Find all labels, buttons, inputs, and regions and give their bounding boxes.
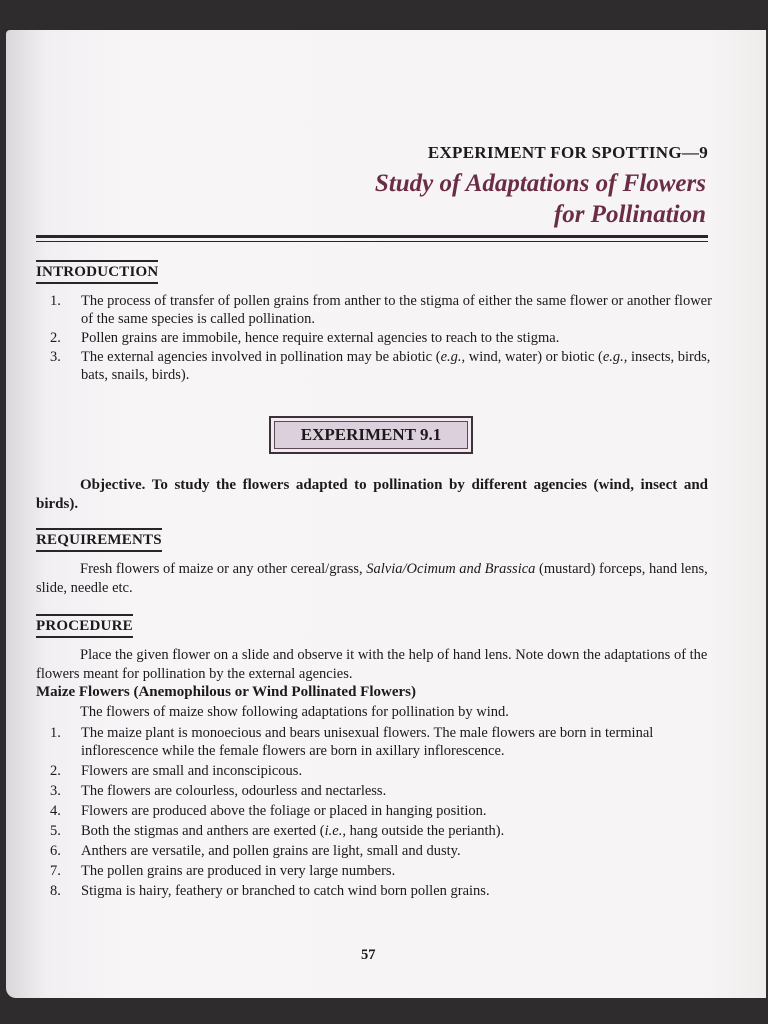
list-item bbox=[36, 802, 716, 820]
page-title-line-2: for Pollination bbox=[553, 201, 706, 228]
experiment-number-box: EXPERIMENT 9.1 bbox=[269, 416, 473, 454]
list-item bbox=[36, 292, 716, 328]
list-text: The maize plant is monoecious and bears unisexual flowers. The male flowers are born in terminal inflorescence while the female flowers are born in axillary inflorescence. bbox=[81, 725, 654, 759]
list-number: 4. bbox=[50, 803, 61, 819]
eg-abbrev: e.g., bbox=[602, 349, 628, 365]
requirements-paragraph bbox=[36, 560, 708, 598]
maize-intro-sentence: The flowers of maize show following adaptations for pollination by wind. bbox=[80, 704, 509, 720]
book-page bbox=[6, 30, 766, 998]
procedure-paragraph: Place the given flower on a slide and observe it with the help of hand lens. Note down the adaptations of the flowers meant for pollination by the external agencies. bbox=[36, 647, 708, 682]
list-text: Flowers are small and inconscipicous. bbox=[81, 763, 303, 779]
list-number: 7. bbox=[50, 863, 61, 879]
introduction-list bbox=[36, 292, 716, 385]
list-text-part: hang outside the perianth). bbox=[345, 823, 505, 839]
list-text-part: wind, water) or biotic ( bbox=[465, 349, 603, 365]
list-number: 5. bbox=[50, 823, 61, 839]
ie-abbrev: i.e., bbox=[324, 823, 346, 839]
eg-abbrev: e.g., bbox=[440, 349, 466, 365]
list-text bbox=[81, 823, 504, 839]
list-number: 2. bbox=[50, 330, 61, 346]
objective-paragraph: Objective. To study the flowers adapted to pollination by different agencies (wind, insect and birds). bbox=[36, 477, 708, 512]
list-number: 1. bbox=[50, 293, 61, 309]
list-item bbox=[36, 782, 716, 800]
list-text: The process of transfer of pollen grains from anther to the stigma of either the same flower or another flower of the same species is called pollination. bbox=[81, 293, 712, 327]
list-text-part: The external agencies involved in pollination may be abiotic ( bbox=[81, 349, 441, 365]
maize-adaptations-list bbox=[36, 724, 716, 902]
list-text: The pollen grains are produced in very large numbers. bbox=[81, 863, 396, 879]
list-item bbox=[36, 842, 716, 860]
list-text-part: Both the stigmas and anthers are exerted ( bbox=[81, 823, 325, 839]
list-item bbox=[36, 329, 716, 347]
requirements-text-part: (mustard) forceps, hand lens, slide, needle etc. bbox=[36, 561, 708, 596]
list-number: 6. bbox=[50, 843, 61, 859]
requirements-heading: REQUIREMENTS bbox=[36, 528, 162, 552]
list-number: 1. bbox=[50, 725, 61, 741]
requirements-text-part: Fresh flowers of maize or any other cereal/grass, bbox=[80, 561, 367, 577]
maize-flowers-heading: Maize Flowers (Anemophilous or Wind Pollinated Flowers) bbox=[36, 684, 416, 700]
experiment-header-label: EXPERIMENT FOR SPOTTING—9 bbox=[427, 143, 708, 162]
list-item bbox=[36, 724, 716, 760]
list-text-part: insects, birds, bats, snails, birds). bbox=[81, 349, 711, 383]
list-text: Anthers are versatile, and pollen grains are light, small and dusty. bbox=[81, 843, 461, 859]
list-text: Flowers are produced above the foliage or placed in hanging position. bbox=[81, 803, 487, 819]
list-text: The flowers are colourless, odourless and nectarless. bbox=[81, 783, 387, 799]
requirements-italic-species: Salvia/Ocimum and Brassica bbox=[366, 561, 536, 577]
list-text: Pollen grains are immobile, hence require external agencies to reach to the stigma. bbox=[81, 330, 560, 346]
list-text bbox=[81, 349, 710, 383]
page-number: 57 bbox=[361, 947, 376, 963]
list-number: 3. bbox=[50, 783, 61, 799]
list-item bbox=[36, 882, 716, 900]
introduction-heading: INTRODUCTION bbox=[36, 260, 158, 284]
list-number: 2. bbox=[50, 763, 61, 779]
title-rule-thick bbox=[36, 235, 708, 238]
list-item bbox=[36, 762, 716, 780]
page-title-line-1: Study of Adaptations of Flowers bbox=[374, 170, 706, 197]
list-number: 3. bbox=[50, 349, 61, 365]
list-text: Stigma is hairy, feathery or branched to catch wind born pollen grains. bbox=[81, 883, 490, 899]
list-item bbox=[36, 862, 716, 880]
list-item bbox=[36, 348, 716, 384]
list-number: 8. bbox=[50, 883, 61, 899]
title-rule-thin bbox=[36, 241, 708, 242]
procedure-heading: PROCEDURE bbox=[36, 614, 133, 638]
list-item bbox=[36, 822, 716, 840]
